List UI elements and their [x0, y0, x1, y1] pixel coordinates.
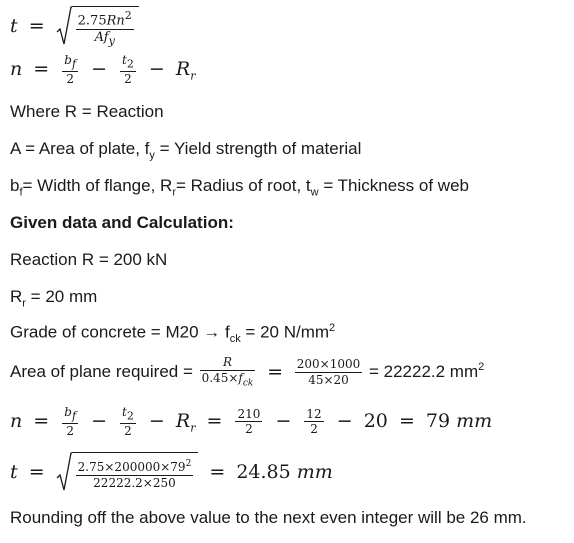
- flange-text-1: = Width of flange, R: [22, 176, 173, 195]
- grade-text-a: Grade of concrete = M20 → f: [10, 322, 230, 342]
- equals-sign: =: [33, 57, 50, 80]
- equals-sign: =: [33, 409, 50, 432]
- unit-mm: mm: [456, 409, 493, 432]
- sub-r: r: [190, 421, 196, 435]
- grade-sub: ck: [229, 333, 241, 346]
- var-t: t: [10, 15, 18, 37]
- grade-sup: 2: [329, 322, 336, 334]
- minus-sign: −: [91, 57, 107, 80]
- equals-sign: =: [267, 361, 283, 384]
- num-b: b: [64, 405, 72, 419]
- formula-thickness: [10, 6, 139, 48]
- text-grade: [10, 322, 335, 345]
- denominator: 22222.2×250: [93, 475, 176, 490]
- var-r: R: [175, 57, 191, 80]
- text-reaction: Reaction R = 200 kN: [10, 250, 168, 269]
- num-12: 12: [306, 406, 322, 421]
- text-where-r: Where R = Reaction: [10, 102, 164, 121]
- den-coef: 0.45×: [201, 370, 239, 385]
- minus-sign: −: [336, 409, 353, 432]
- text-rounding: Rounding off the above value to the next even integer will be 26 mm.: [10, 508, 527, 527]
- flange-b: b: [10, 176, 20, 195]
- den-45x20: 45×20: [308, 372, 349, 387]
- flange-b-sub: f: [19, 186, 23, 199]
- den-vars: Af: [94, 29, 109, 45]
- equals-sign: =: [398, 409, 415, 432]
- flange-text-2: = Radius of root, t: [175, 176, 311, 195]
- var-t: t: [10, 461, 18, 483]
- grade-text-b: = 20 N/mm: [240, 322, 330, 342]
- fraction-numeric: [295, 358, 363, 386]
- flange-w-sub: w: [310, 186, 319, 199]
- den-sub: y: [108, 34, 115, 48]
- equals-sign: =: [209, 461, 226, 483]
- result-79: 79: [425, 409, 451, 432]
- sub-2: 2: [126, 57, 134, 71]
- text-area-plate: [10, 139, 361, 161]
- var-n: n: [10, 57, 23, 80]
- num-t: t: [122, 405, 127, 419]
- sub-f: f: [71, 57, 77, 71]
- area-sub: y: [149, 149, 155, 162]
- radical-sign-icon: [56, 452, 72, 494]
- minus-sign: −: [275, 409, 292, 432]
- fraction-12: [304, 408, 323, 436]
- num-coef: 2.75: [77, 13, 107, 29]
- rr-r: R: [10, 287, 23, 306]
- plane-result-sup: 2: [478, 361, 485, 374]
- flange-text-3: = Thickness of web: [318, 176, 469, 195]
- calc-t: [10, 452, 333, 494]
- den-sub-ck: ck: [242, 377, 254, 388]
- area-text-b: = Yield strength of material: [154, 139, 362, 158]
- num-b: b: [64, 53, 72, 67]
- calc-n: [10, 406, 492, 438]
- den-f: f: [238, 370, 243, 385]
- num-t: t: [122, 53, 127, 67]
- rr-sub: r: [22, 297, 26, 310]
- den-2: 2: [310, 422, 318, 437]
- num-vars: Rn: [106, 13, 125, 29]
- minus-sign: −: [148, 409, 165, 432]
- num-210: 210: [237, 406, 261, 421]
- minus-sign: −: [148, 57, 165, 80]
- sub-f: f: [71, 409, 77, 423]
- square-root: [56, 6, 139, 48]
- minus-sign: −: [91, 409, 107, 432]
- den-2: 2: [66, 71, 74, 86]
- sub-2: 2: [126, 409, 134, 423]
- num-exp: 2: [124, 8, 132, 22]
- flange-r-sub: r: [172, 186, 176, 199]
- text-rr: [10, 287, 97, 309]
- numerator: 2.75×200000×79: [77, 459, 186, 474]
- square-root: [56, 452, 199, 494]
- num-r: R: [200, 356, 256, 371]
- den-2: 2: [245, 422, 253, 437]
- rr-val: = 20 mm: [25, 287, 98, 306]
- denominator: [76, 30, 134, 47]
- num-200x1000: 200×1000: [296, 357, 361, 372]
- fraction-t2: [120, 406, 136, 438]
- fraction: [76, 10, 134, 47]
- given-heading: Given data and Calculation:: [10, 213, 234, 232]
- equals-sign: =: [28, 15, 45, 37]
- var-n: n: [10, 409, 23, 432]
- equals-sign: =: [206, 409, 223, 432]
- text-flange: [10, 176, 469, 198]
- value-20: 20: [363, 409, 388, 432]
- plane-label: Area of plane required =: [10, 362, 193, 382]
- fraction-210: [235, 408, 262, 436]
- text-plane-area: [10, 356, 484, 388]
- sub-r: r: [190, 69, 196, 83]
- plane-result: = 22222.2 mm: [368, 362, 479, 382]
- num-sup: 2: [185, 458, 192, 469]
- fraction-bf: [62, 406, 78, 438]
- numerator: [76, 10, 134, 30]
- formula-n: [10, 54, 195, 86]
- radical-sign-icon: [56, 6, 72, 48]
- den-2: 2: [124, 71, 132, 86]
- fraction-t2: [120, 54, 136, 86]
- fraction-bf: [62, 54, 78, 86]
- den-2: 2: [66, 423, 74, 438]
- den-2: 2: [124, 423, 132, 438]
- area-text-a: A = Area of plate, f: [10, 139, 150, 158]
- fraction: [76, 460, 194, 489]
- fraction-r-over-fck: [200, 356, 256, 388]
- var-r: R: [175, 409, 191, 432]
- unit-mm: mm: [296, 461, 333, 483]
- equals-sign: =: [28, 461, 45, 483]
- result-24-85: 24.85: [236, 461, 291, 483]
